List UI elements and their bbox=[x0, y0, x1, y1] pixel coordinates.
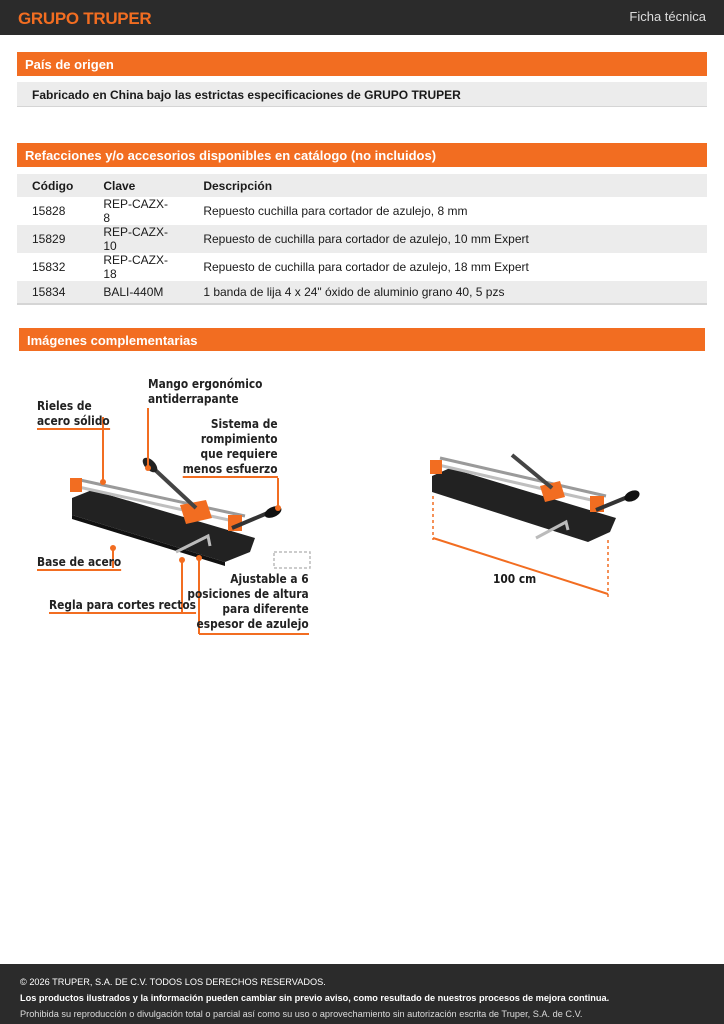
callout-base: Base de acero bbox=[37, 554, 122, 569]
cell-description: 1 banda de lija 4 x 24" óxido de aluminio grano 40, 5 pzs bbox=[188, 281, 707, 304]
cell-code: 15828 bbox=[32, 204, 66, 218]
callout-adjustable: Ajustable a 6 posiciones de altura para diferente espesor de azulejo bbox=[187, 571, 309, 631]
table-header-row bbox=[17, 174, 707, 197]
images-section-title: Imágenes complementarias bbox=[19, 328, 705, 351]
cell-description: Repuesto cuchilla para cortador de azulejo, 8 mm bbox=[203, 204, 468, 218]
table-row bbox=[17, 197, 707, 225]
column-header-code: Código bbox=[17, 174, 88, 197]
parts-table bbox=[17, 174, 707, 305]
callout-rails: Rieles de acero sólido bbox=[37, 398, 110, 428]
cell-description: Repuesto de cuchilla para cortador de azulejo, 18 mm Expert bbox=[203, 260, 529, 274]
table-row bbox=[17, 225, 707, 253]
column-header-description: Descripción bbox=[188, 174, 707, 197]
footer-notice: Los productos ilustrados y la información pueden cambiar sin previo aviso, como resultado de nuestros procesos de mejora continua. bbox=[20, 993, 610, 1003]
origin-text: Fabricado en China bajo las estrictas especificaciones de GRUPO TRUPER bbox=[17, 82, 707, 107]
footer bbox=[0, 964, 724, 1024]
cell-code: 15832 bbox=[32, 260, 66, 274]
cutter-base bbox=[432, 468, 616, 542]
footer-prohibition: Prohibida su reproducción o divulgación total o parcial así como su uso o aprovechamiento sin autorización escrita de Truper, S.A. de C.V. bbox=[20, 1009, 583, 1019]
cell-code: 15834 bbox=[17, 281, 88, 304]
cell-key: REP-CAZX-8 bbox=[103, 197, 168, 225]
cell-key: REP-CAZX-18 bbox=[103, 253, 168, 281]
document-type: Ficha técnica bbox=[629, 9, 706, 24]
callout-ruler: Regla para cortes rectos bbox=[49, 597, 196, 612]
parts-section-title: Refacciones y/o accesorios disponibles en catálogo (no incluidos) bbox=[17, 143, 707, 167]
origin-section-title: País de origen bbox=[17, 52, 707, 76]
dimension-label: 100 cm bbox=[493, 571, 537, 586]
cell-description: Repuesto de cuchilla para cortador de azulejo, 10 mm Expert bbox=[188, 225, 707, 253]
cell-key: BALI-440M bbox=[88, 281, 188, 304]
footer-copyright: © 2026 TRUPER, S.A. DE C.V. TODOS LOS DERECHOS RESERVADOS. bbox=[20, 977, 326, 987]
table-row bbox=[17, 253, 707, 281]
cell-key: REP-CAZX-10 bbox=[88, 225, 188, 253]
column-header-key: Clave bbox=[88, 174, 188, 197]
cell-code: 15829 bbox=[17, 225, 88, 253]
callout-handle: Mango ergonómico antiderrapante bbox=[148, 376, 263, 406]
brand-logo: GRUPO TRUPER bbox=[18, 9, 152, 28]
callout-breaking-system: Sistema de rompimiento que requiere menos esfuerzo bbox=[183, 416, 278, 476]
table-row bbox=[17, 281, 707, 304]
top-bar bbox=[0, 0, 724, 35]
